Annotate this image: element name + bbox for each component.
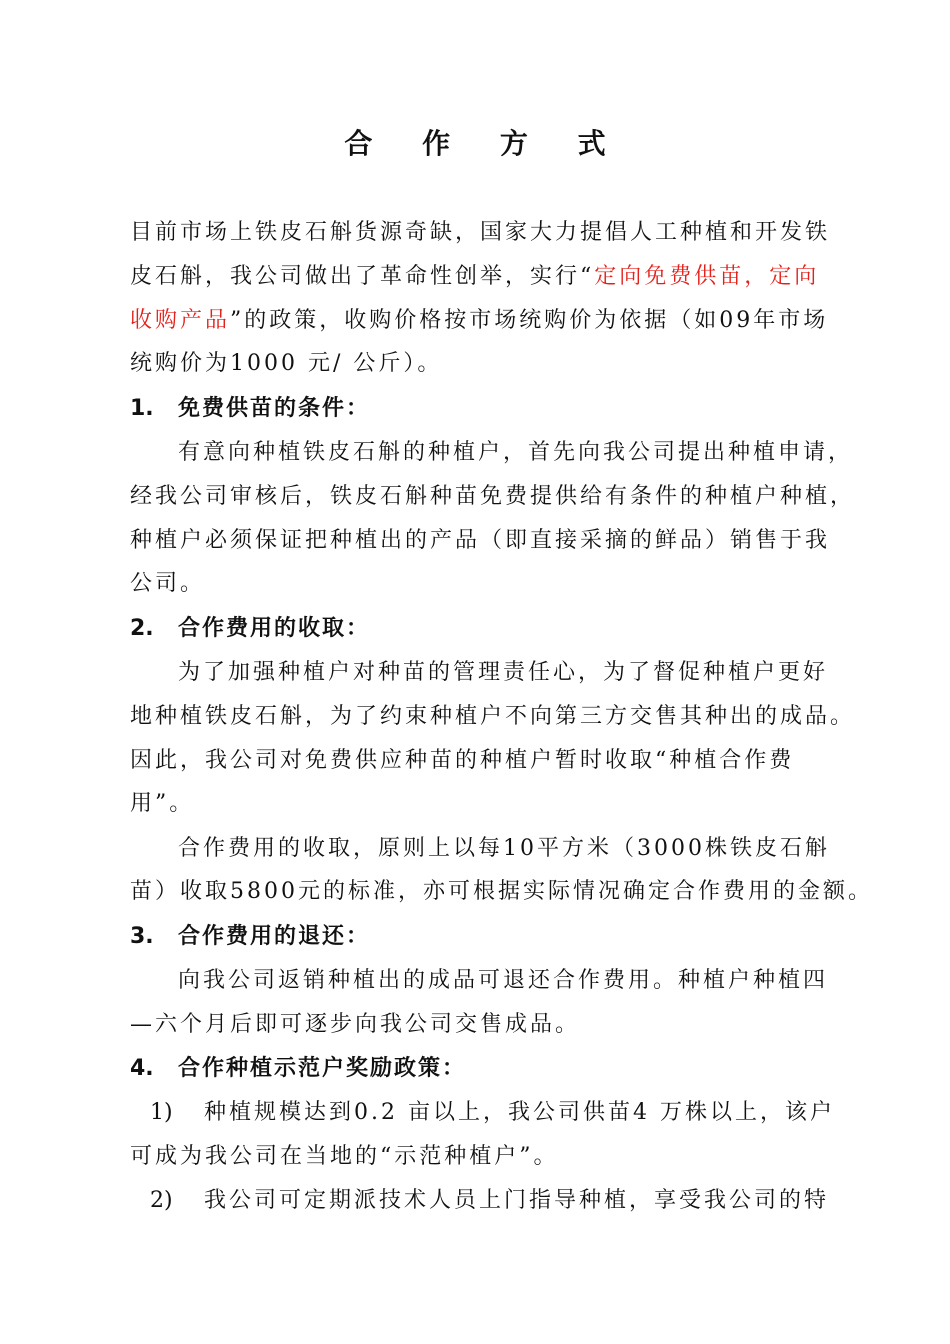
section-2-line-1: 为了加强种植户对种苗的管理责任心，为了督促种植户更好: [178, 660, 829, 685]
section-3-heading: [130, 922, 370, 952]
section-title: 合作种植示范户奖励政策：: [178, 1056, 467, 1081]
section-number: 2.: [130, 616, 154, 641]
section-2-heading: [130, 614, 370, 644]
section-number: 3.: [130, 924, 154, 949]
section-2-line-3: 因此，我公司对免费供应种苗的种植户暂时收取“种植合作费: [130, 748, 795, 773]
section-title: 合作费用的收取：: [178, 616, 371, 641]
intro-line-1: 目前市场上铁皮石斛货源奇缺，国家大力提倡人工种植和开发铁: [130, 220, 831, 245]
section-1-line-3: 种植户必须保证把种植出的产品（即直接采摘的鲜品）销售于我: [130, 528, 831, 553]
section-1-line-1: 有意向种植铁皮石斛的种植户，首先向我公司提出种植申请，: [178, 440, 854, 465]
section-1-heading: [130, 394, 370, 424]
intro-line-4: 统购价为1000 元/ 公斤）。: [130, 351, 443, 376]
item-text: 种植规模达到0.2 亩以上，我公司供苗4 万株以上，该户: [204, 1100, 835, 1125]
section-4-item-1-line-2: 可成为我公司在当地的“示范种植户”。: [130, 1144, 559, 1169]
section-1-line-2: 经我公司审核后，铁皮石斛种苗免费提供给有条件的种植户种植，: [130, 484, 856, 509]
intro-text: ”的政策，收购价格按市场统购价为依据（如09年市场: [230, 308, 829, 333]
policy-highlight: 收购产品: [130, 308, 231, 333]
section-3-line-2: —六个月后即可逐步向我公司交售成品。: [130, 1012, 581, 1037]
item-number: 1): [150, 1100, 173, 1125]
section-4-heading: [130, 1054, 466, 1084]
policy-highlight: 定向免费供苗，定向: [594, 264, 820, 289]
intro-line-3: [130, 306, 828, 336]
item-text: 我公司可定期派技术人员上门指导种植，享受我公司的特: [204, 1188, 830, 1213]
section-2-line-5: 合作费用的收取，原则上以每10平方米（3000株铁皮石斛: [178, 836, 830, 861]
section-number: 4.: [130, 1056, 154, 1081]
section-title: 免费供苗的条件：: [178, 396, 371, 421]
section-4-item-1-line-1: [150, 1098, 835, 1128]
section-2-line-6: 苗）收取5800元的标准，亦可根据实际情况确定合作费用的金额。: [130, 879, 873, 904]
section-1-line-4: 公司。: [130, 571, 206, 596]
intro-line-2: [130, 262, 819, 292]
page-title: 合 作 方 式: [344, 127, 626, 160]
item-number: 2): [150, 1188, 173, 1213]
section-3-line-1: 向我公司返销种植出的成品可退还合作费用。种植户种植四: [178, 968, 829, 993]
section-number: 1.: [130, 396, 154, 421]
section-title: 合作费用的退还：: [178, 924, 371, 949]
intro-text: 皮石斛，我公司做出了革命性创举，实行“: [130, 264, 595, 289]
section-2-line-4: 用”。: [130, 791, 195, 816]
section-2-line-2: 地种植铁皮石斛，为了约束种植户不向第三方交售其种出的成品。: [130, 704, 856, 729]
section-4-item-2-line-1: [150, 1186, 829, 1216]
